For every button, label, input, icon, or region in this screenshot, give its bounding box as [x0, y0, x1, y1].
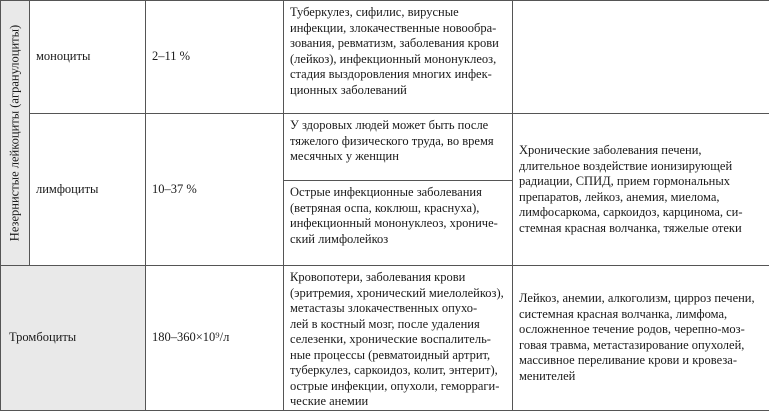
text-line: стадия выздоровления многих инфек- — [290, 67, 506, 83]
text-line: говая травма, метастазирование опухолей, — [519, 338, 763, 354]
text-line: (лейкоз), инфекционный мононуклеоз, — [290, 52, 506, 68]
group-label: Незернистые лейкоциты (агранулоциты) — [7, 25, 23, 241]
lymphocytes-name-cell — [30, 114, 146, 266]
text-line: туберкулез, саркоидоз, колит, энтерит), — [290, 363, 506, 379]
text-line: зования, ревматизм, заболевания крови — [290, 36, 506, 52]
thrombocytes-increase-cell — [284, 266, 513, 411]
text-line: (эритремия, хронический миелолейкоз), — [290, 286, 506, 302]
lymphocytes-range-cell — [146, 114, 284, 266]
text-line: Лейкоз, анемии, алкоголизм, цирроз печени, — [519, 291, 763, 307]
thrombocytes-name: Тромбоциты — [9, 330, 76, 344]
text-line: ные процессы (ревматоидный артрит, — [290, 348, 506, 364]
text-line: Кровопотери, заболевания крови — [290, 270, 506, 286]
lymphocytes-increase-a-cell — [284, 114, 513, 181]
monocytes-range-cell — [146, 1, 284, 114]
thrombocytes-range: 180–360×10⁹/л — [152, 330, 229, 344]
text-line: (ветряная оспа, коклюш, краснуха), — [290, 201, 506, 217]
monocytes-name-cell — [30, 1, 146, 114]
text-line: ческие анемии — [290, 394, 506, 410]
text-line: препаратов, лейкоз, анемия, миелома, — [519, 190, 763, 206]
text-line: ский лимфолейкоз — [290, 232, 506, 248]
table-row-monocytes — [1, 1, 769, 114]
thrombocytes-range-cell — [146, 266, 284, 411]
text-line: системная красная волчанка, лимфома, — [519, 307, 763, 323]
text-line: Хронические заболевания печени, — [519, 143, 763, 159]
text-line: метастазы злокачественных опухо- — [290, 301, 506, 317]
monocytes-name: моноциты — [36, 49, 90, 63]
monocytes-increase-cell — [284, 1, 513, 114]
thrombocytes-name-cell — [1, 266, 146, 411]
group-label-cell — [1, 1, 30, 266]
text-line: инфекции, злокачественные новообра- — [290, 21, 506, 37]
text-line: ционных заболеваний — [290, 83, 506, 99]
text-line: У здоровых людей может быть после — [290, 118, 506, 134]
text-line: радиации, СПИД, прием гормональных — [519, 174, 763, 190]
text-line: осложненное течение родов, черепно-моз- — [519, 322, 763, 338]
text-line: инфекционный мононуклеоз, хрониче- — [290, 216, 506, 232]
text-line: массивное переливание крови и кровеза- — [519, 353, 763, 369]
table-row-lymphocytes — [1, 114, 769, 181]
lymphocytes-increase-b-cell — [284, 181, 513, 266]
text-line: Туберкулез, сифилис, вирусные — [290, 5, 506, 21]
lymphocytes-range: 10–37 % — [152, 182, 197, 196]
lymphocytes-name: лимфоциты — [36, 182, 98, 196]
monocytes-range: 2–11 % — [152, 49, 190, 63]
text-line: длительное воздействие ионизирующей — [519, 159, 763, 175]
thrombocytes-decrease-cell — [513, 266, 769, 411]
table-row-thrombocytes — [1, 266, 769, 411]
text-line: острые инфекции, опухоли, геморраги- — [290, 379, 506, 395]
monocytes-decrease-cell — [513, 1, 769, 114]
text-line: тяжелого физического труда, во время — [290, 134, 506, 150]
text-line: месячных у женщин — [290, 149, 506, 165]
text-line: селезенки, хронические воспалитель- — [290, 332, 506, 348]
text-line: менителей — [519, 369, 763, 385]
lymphocytes-decrease-cell — [513, 114, 769, 266]
text-line: Острые инфекционные заболевания — [290, 185, 506, 201]
text-line: лимфосаркома, саркоидоз, карцинома, си- — [519, 205, 763, 221]
text-line: лей в костный мозг, после удаления — [290, 317, 506, 333]
text-line: стемная красная волчанка, тяжелые отеки — [519, 221, 763, 237]
